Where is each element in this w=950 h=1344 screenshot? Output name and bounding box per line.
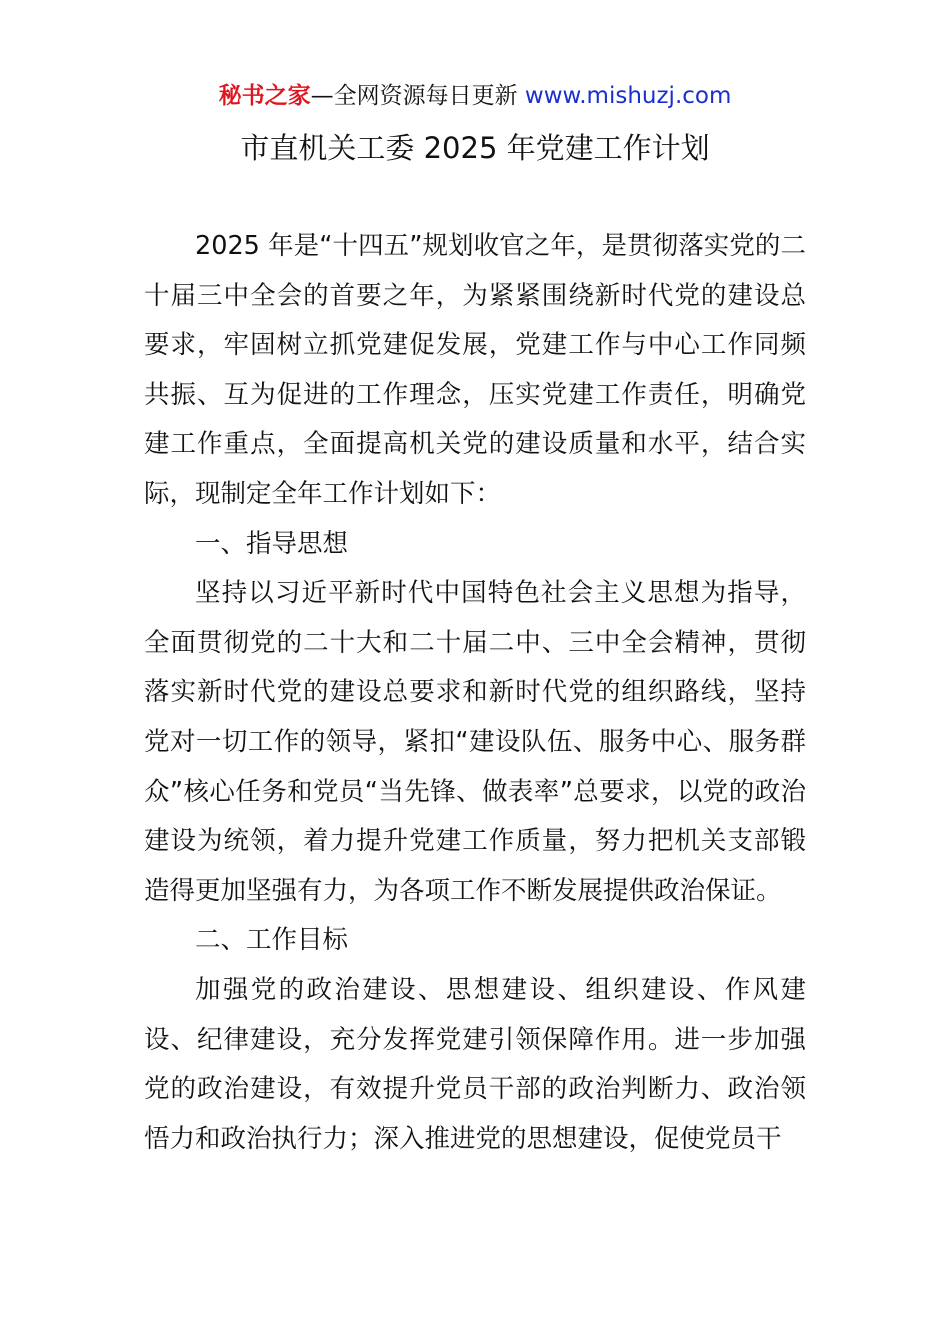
intro-paragraph: 2025 年是“十四五”规划收官之年，是贯彻落实党的二十届三中全会的首要之年，为紧紧围绕新时代党的建设总要求，牢固树立抓党建促发展，党建工作与中心工作同频共振、互为促进的工作理念，压实党建工作责任，明确党建工作重点，全面提高机关党的建设质量和水平，结合实际，现制定全年工作计划如下：	[144, 231, 806, 509]
brand-name: 秘书之家	[218, 83, 311, 109]
site-header	[0, 80, 950, 112]
guiding-ideology-paragraph: 坚持以习近平新时代中国特色社会主义思想为指导，全面贯彻党的二十大和二十届二中、三中全会精神，贯彻落实新时代党的建设总要求和新时代党的组织路线，坚持党对一切工作的领导，紧扣“建设队伍、服务中心、服务群众”核心任务和党员“当先锋、做表率”总要求，以党的政治建设为统领，着力提升党建工作质量，努力把机关支部锻造得更加坚强有力，为各项工作不断发展提供政治保证。	[144, 578, 806, 906]
document-body	[144, 222, 806, 1164]
header-slogan: —全网资源每日更新	[310, 83, 525, 109]
section-heading-guiding-ideology: 一、指导思想	[195, 528, 349, 559]
document-title: 市直机关工委 2025 年党建工作计划	[240, 131, 710, 165]
site-url-link[interactable]: www.mishuzj.com	[524, 83, 732, 109]
work-goals-paragraph: 加强党的政治建设、思想建设、组织建设、作风建设、纪律建设，充分发挥党建引领保障作用。进一步加强党的政治建设，有效提升党员干部的政治判断力、政治领悟力和政治执行力；深入推进党的思想建设，促使党员干	[144, 974, 806, 1154]
section-heading-work-goals: 二、工作目标	[195, 925, 349, 956]
